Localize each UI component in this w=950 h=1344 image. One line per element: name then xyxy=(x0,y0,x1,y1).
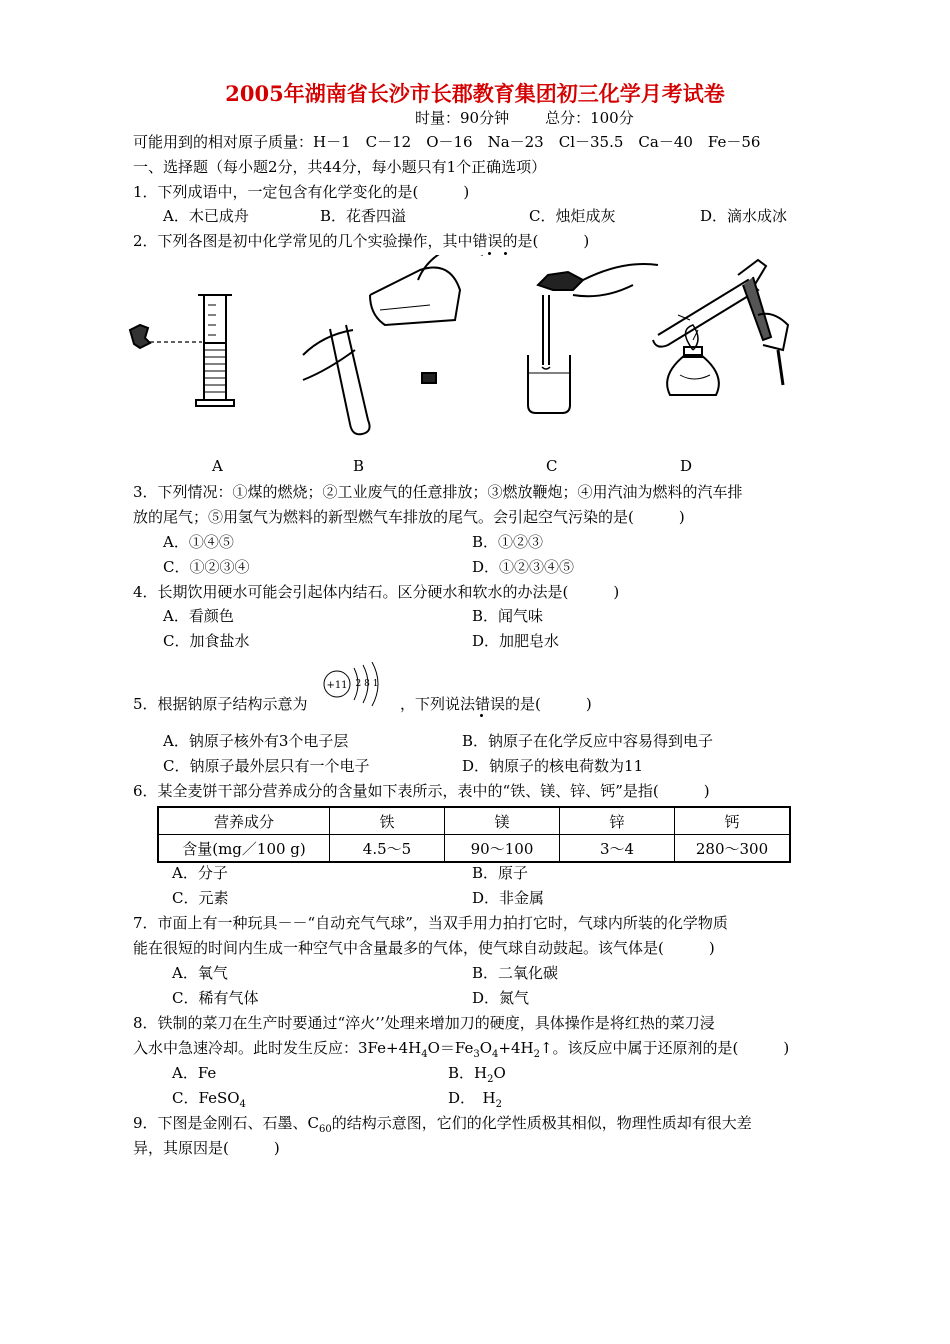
figure-label-c: C xyxy=(546,457,558,475)
figure-label-a: A xyxy=(212,457,223,475)
q1-option-d: D．滴水成冰 xyxy=(700,207,788,225)
q7-option-d: D．氮气 xyxy=(472,989,530,1007)
q3-option-a: A．①④⑤ xyxy=(163,533,234,551)
table-cell: 90～100 xyxy=(445,835,560,863)
table-header-cell: 镁 xyxy=(445,807,560,835)
question-9-line1: 9．下图是金刚石、石墨、$C_{60}$的结构示意图，它们的化学性质极其相似，物理性质却有很大差 xyxy=(133,1114,752,1135)
q6-option-d: D．非金属 xyxy=(472,889,545,907)
table-header-cell: 铁 xyxy=(330,807,445,835)
q1-option-b: B．花香四溢 xyxy=(320,207,407,225)
atom-nucleus: +11 xyxy=(326,680,348,691)
question-7-line2: 能在很短的时间内生成一种空气中含量最多的气体，使气球自动鼓起。该气体是( ) xyxy=(133,939,715,957)
question-6: 6．某全麦饼干部分营养成分的含量如下表所示，表中的“铁、镁、锌、钙”是指( ) xyxy=(133,782,710,800)
question-1: 1．下列成语中，一定包含有化学变化的是( ) xyxy=(133,183,470,201)
table-cell: 4.5～5 xyxy=(330,835,445,863)
question-5-part1: 5．根据钠原子结构示意为 xyxy=(133,695,308,713)
figure-label-b: B xyxy=(353,457,365,475)
table-header-cell: 锌 xyxy=(560,807,675,835)
q1-option-a: A．木已成舟 xyxy=(163,207,249,225)
q4-option-c: C．加食盐水 xyxy=(163,632,250,650)
table-row xyxy=(158,835,790,863)
exam-score: 总分：100分 xyxy=(545,109,634,127)
atomic-masses: 可能用到的相对原子质量：H－1 C－12 O－16 Na－23 Cl－35.5 Ca－40 Fe－56 xyxy=(133,133,761,151)
electron-shells: 2 8 1 xyxy=(355,679,379,689)
table-header-cell: 钙 xyxy=(675,807,791,835)
q8-option-a: A．Fe xyxy=(172,1064,217,1082)
experiment-figures xyxy=(118,255,818,440)
q3-option-c: C．①②③④ xyxy=(163,558,250,576)
table-cell: 3～4 xyxy=(560,835,675,863)
q8-option-d: D． $H_2$ xyxy=(448,1089,502,1110)
q8-option-b: B．$H_2O$ xyxy=(448,1064,506,1085)
sodium-atom-diagram xyxy=(320,662,400,714)
question-8-line1: 8．铁制的菜刀在生产时要通过“淬火’’处理来增加刀的硬度，具体操作是将红热的菜刀浸 xyxy=(133,1014,715,1032)
q5-option-c: C．钠原子最外层只有一个电子 xyxy=(163,757,370,775)
q1-option-c: C．烛炬成灰 xyxy=(529,207,616,225)
question-9-line2: 异，其原因是( ) xyxy=(133,1139,280,1157)
section-heading: 一、选择题（每小题2分，共44分，每小题只有1个正确选项） xyxy=(133,158,547,176)
page-title: 2005年湖南省长沙市长郡教育集团初三化学月考试卷 xyxy=(225,81,725,106)
q3-option-d: D．①②③④⑤ xyxy=(472,558,575,576)
table-cell: 含量(mg／100 g) xyxy=(158,835,330,863)
figure-c-dropper xyxy=(528,264,658,413)
question-2: 2．下列各图是初中化学常见的几个实验操作，其中错误的是( ) xyxy=(133,232,590,250)
exam-meta xyxy=(415,108,634,128)
table-header-row xyxy=(158,807,790,835)
q3-option-b: B．①②③ xyxy=(472,533,544,551)
q5-option-a: A．钠原子核外有3个电子层 xyxy=(163,732,349,750)
q6-option-a: A．分子 xyxy=(172,864,228,882)
question-3-line1: 3．下列情况：①煤的燃烧；②工业废气的任意排放；③燃放鞭炮；④用汽油为燃料的汽车排 xyxy=(133,483,743,501)
table-header-cell: 营养成分 xyxy=(158,807,330,835)
q7-option-c: C．稀有气体 xyxy=(172,989,259,1007)
figure-d-heating xyxy=(653,260,788,395)
question-5-part2: ，下列说法错误的是( ) xyxy=(400,695,592,713)
q4-option-b: B．闻气味 xyxy=(472,607,544,625)
question-7-line1: 7．市面上有一种玩具－－“自动充气气球”，当双手用力拍打它时，气球内所装的化学物质 xyxy=(133,914,728,932)
emphasis-dot xyxy=(480,714,483,717)
q5-option-d: D．钠原子的核电荷数为11 xyxy=(462,757,644,775)
question-3-line2: 放的尾气；⑤用氢气为燃料的新型燃气车排放的尾气。会引起空气污染的是( ) xyxy=(133,508,685,526)
q6-option-b: B．原子 xyxy=(472,864,529,882)
q8-option-c: C．FeSO$_4$ xyxy=(172,1089,246,1110)
q7-option-b: B．二氧化碳 xyxy=(472,964,559,982)
table-cell: 280～300 xyxy=(675,835,791,863)
q4-option-a: A．看颜色 xyxy=(163,607,234,625)
figure-a-cylinder xyxy=(130,295,234,406)
figure-b-pouring xyxy=(303,255,483,434)
exam-time: 时量：90分钟 xyxy=(415,109,510,127)
q7-option-a: A．氧气 xyxy=(172,964,228,982)
figure-label-d: D xyxy=(680,457,693,475)
nutrition-table xyxy=(157,806,791,863)
question-4: 4．长期饮用硬水可能会引起体内结石。区分硬水和软水的办法是( ) xyxy=(133,583,620,601)
q6-option-c: C．元素 xyxy=(172,889,229,907)
question-8-line2: 入水中急速冷却。此时发生反应：$3Fe+4H_4O=Fe_3O_4+4H_2↑$。该反应中属于还原剂的是( ) xyxy=(133,1039,790,1060)
q4-option-d: D．加肥皂水 xyxy=(472,632,560,650)
q5-option-b: B．钠原子在化学反应中容易得到电子 xyxy=(462,732,714,750)
